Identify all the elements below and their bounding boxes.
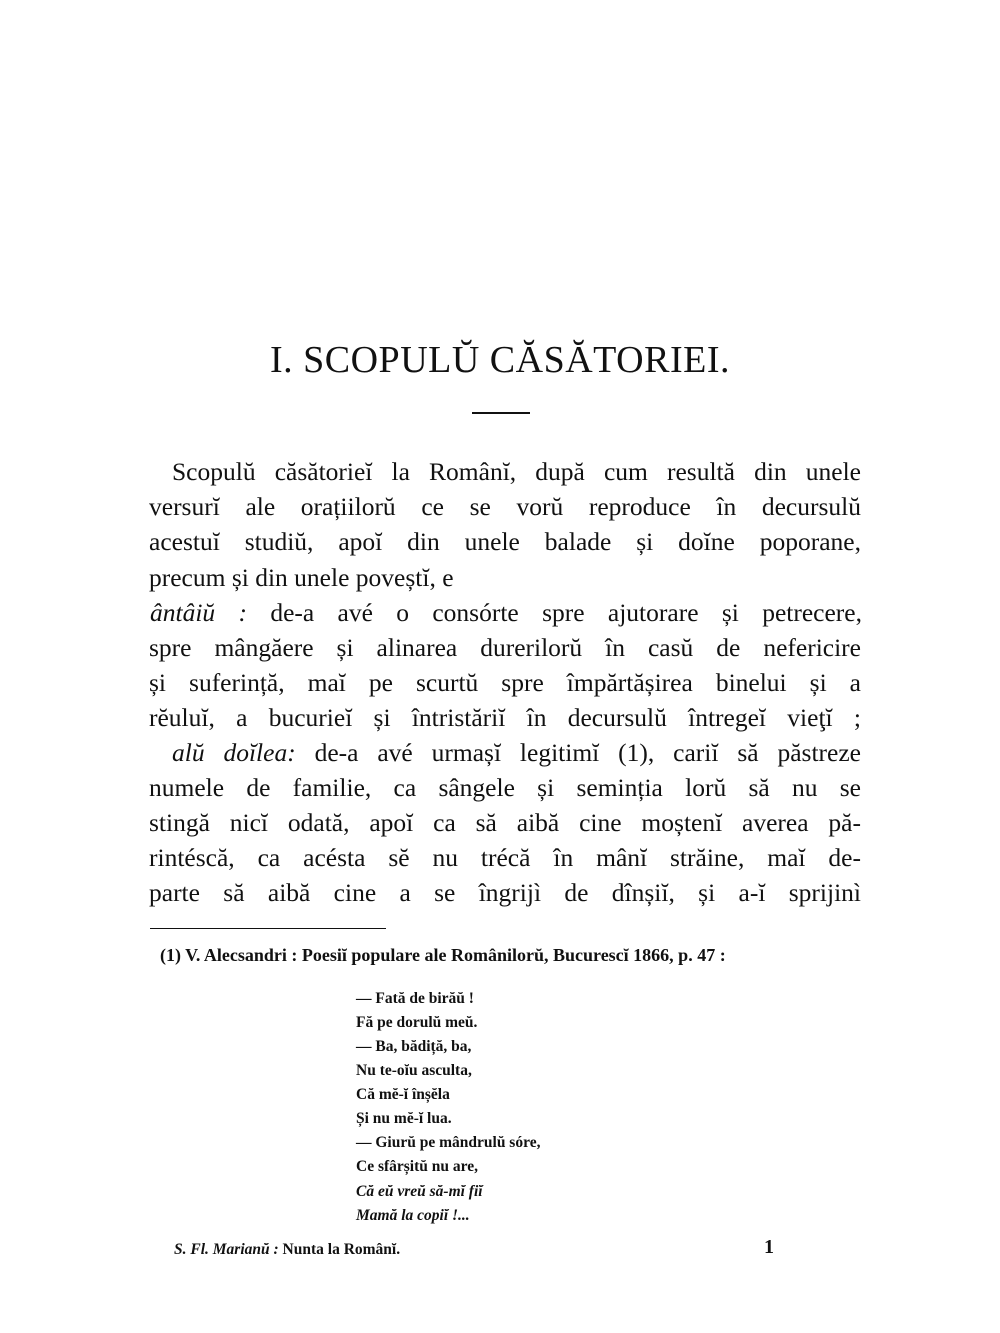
body-line: acestuĭ studiŭ, apoĭ din unele balade și doĭne poporane, [149,527,861,556]
body-line: spre mângăere și alinarea durerilorŭ în casŭ de nefericire [149,633,861,662]
body-line: precum și din unele poveștĭ, e [149,563,454,592]
verse-line: Ce sfârșitŭ nu are, [356,1158,478,1175]
verse-line: Mamă la copiĭ !... [356,1207,470,1224]
signature-mark [174,1241,400,1259]
body-line: numele de familie, ca sângele și seminția lorŭ să nu se [149,773,861,802]
page-number: 1 [764,1236,774,1258]
body-line: versurĭ ale orațiilorŭ ce se vorŭ reproduce în decursulŭ [149,492,861,521]
body-line: stingă nicĭ odată, apoĭ ca să aibă cine moștenĭ averea pă- [149,808,861,837]
verse-line: Și nu mĕ-ĭ lua. [356,1110,452,1127]
enumeration-lead: ântâiŭ : [150,598,247,627]
verse-line: — Ba, bădiță, ba, [356,1038,472,1055]
footnote-divider [150,928,386,929]
verse-line: Fă pe dorulŭ meŭ. [356,1014,478,1031]
verse-line: Că mĕ-ĭ înșĕla [356,1086,450,1103]
enumeration-lead: alŭ doĭlea: [172,738,296,767]
signature-title: Nunta la Românĭ. [278,1241,401,1258]
chapter-title: I. SCOPULŬ CĂSĂTORIEI. [269,339,730,381]
verse-line: Că eŭ vreŭ să-mĭ fiĭ [356,1183,483,1200]
verse-line: — Fată de birăŭ ! [356,990,474,1007]
body-line-rest: de-a avé urmașĭ legitimĭ (1), cariĭ să păstreze [295,738,861,767]
footnote-reference: (1) V. Alecsandri : Poesiĭ populare ale Românilorŭ, Bucurescĭ 1866, p. 47 : [160,945,726,965]
signature-author: S. Fl. Marianŭ : [174,1241,279,1258]
body-line: parte să aibă cine a se îngrijì de dînșiĭ, și a-ĭ sprijinì [149,878,861,907]
body-line: Scopulŭ căsătorieĭ la Românĭ, după cum resultă din unele [172,457,861,486]
body-line: și suferință, maĭ pe scurtŭ spre împărtășirea binelui și a [149,668,861,697]
body-line [150,596,862,630]
verse-line: — Giurŭ pe mândrulŭ sóre, [356,1134,541,1151]
body-line: rĕuluĭ, a bucurieĭ și întristăriĭ în decursulŭ întregeĭ vieţĭ ; [149,703,861,732]
body-line: rintéscă, ca acésta sĕ nu trécă în mânĭ străine, maĭ de- [149,843,861,872]
body-line-rest: de-a avé o consórte spre ajutorare și petrecere, [247,598,862,627]
body-line [172,736,861,770]
verse-line: Nu te-oĭu asculta, [356,1062,472,1079]
title-divider [472,412,530,414]
